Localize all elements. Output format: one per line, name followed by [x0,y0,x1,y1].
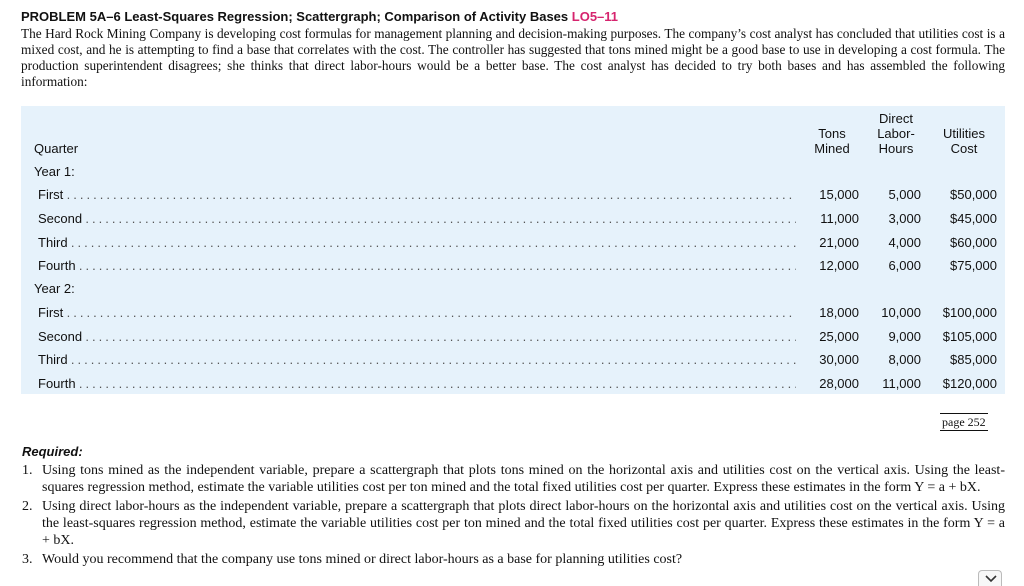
cost-value: $105,000 [942,329,997,344]
item-text: Using direct labor-hours as the independent variable, prepare a scattergraph that plots direct labor-hours on the horizontal axis and utilities cost on the vertical axis. Using the least-squares regression method, estimate the variable utilities cost per ton mined and the total fixed utilities cost per quarter. Express these estimates in the form Y = a + bX. [42,499,1005,548]
table-row [21,257,1005,275]
header-dlh-line2: Labor- [877,126,915,141]
tons-value: 30,000 [819,352,859,367]
header-tons-line2: Mined [814,141,850,156]
page-reference: page 252 [942,415,986,429]
table-row [21,186,1005,204]
problem-intro: The Hard Rock Mining Company is developing cost formulas for management planning and decision-making purposes. The company’s cost analyst has concluded that utilities cost is a mixed cost, and he is attempting to find a base that correlates with the cost. The controller has suggested that tons mined might be a good base to use in developing a cost formula. The production superintendent disagrees; she thinks that direct labor-hours would be a better base. The cost analyst has decided to try both bases and has assembled the following information: [21,26,1005,89]
header-util-line1: Utilities [943,126,985,141]
cost-value: $120,000 [942,376,997,391]
dlh-value: 3,000 [888,211,921,226]
tons-value: 18,000 [819,305,859,320]
tons-value: 11,000 [820,211,859,226]
quarter-label: Fourth . . . [38,257,796,275]
tons-value: 28,000 [819,376,859,391]
table-row [21,210,1005,228]
item-text: Would you recommend that the company use tons mined or direct labor-hours as a base for planning utilities cost? [42,552,683,567]
tons-value: 15,000 [819,187,859,202]
item-number: 3. [22,552,33,567]
table-row [21,304,1005,322]
cost-value: $50,000 [950,187,997,202]
chevron-down-icon [985,575,997,583]
table-row [21,234,1005,252]
data-table [21,106,1005,394]
dlh-value: 4,000 [888,235,921,250]
required-heading: Required: [22,444,83,459]
table-row [21,351,1005,369]
problem-block [21,9,1005,90]
dlh-value: 11,000 [882,376,921,391]
tons-value: 12,000 [819,258,859,273]
header-util-line2: Cost [950,141,978,156]
dlh-value: 5,000 [888,187,921,202]
header-dlh-line1: Direct [879,111,913,126]
item-text: Using tons mined as the independent variable, prepare a scattergraph that plots tons mined on the horizontal axis and utilities cost on the vertical axis. Using the least-squares regression method, estimate the variable utilities cost per ton mined and the total fixed utilities cost per quarter. Express these estimates in the form Y = a + bX. [42,463,1005,495]
header-quarter: Quarter [34,141,79,156]
quarter-label: Third . . . [38,351,796,369]
cost-value: $85,000 [950,352,997,367]
dlh-value: 9,000 [888,329,921,344]
header-tons-mined [813,126,851,156]
year-label: Year 1: [34,164,75,179]
dlh-value: 6,000 [888,258,921,273]
cost-value: $100,000 [942,305,997,320]
list-item [22,551,1005,568]
quarter-label: Fourth . . . [38,375,796,393]
quarter-label: Second . . . [38,210,796,228]
tons-value: 21,000 [819,235,859,250]
learning-objective-link[interactable]: LO5–11 [571,9,619,24]
list-item [22,462,1005,496]
item-number: 2. [22,499,33,514]
table-row [21,375,1005,393]
header-tons-line1: Tons [818,126,846,141]
problem-heading [21,9,1005,25]
quarter-label: First . . . [38,304,796,322]
year-label: Year 2: [34,281,75,296]
cost-value: $75,000 [950,258,997,273]
item-number: 1. [22,463,33,478]
required-list [22,462,1005,570]
cost-value: $60,000 [950,235,997,250]
quarter-label: Third . . . [38,234,796,252]
problem-number: PROBLEM 5A–6 [21,9,121,24]
header-dlh-line3: Hours [878,141,914,156]
dlh-value: 10,000 [881,305,921,320]
scroll-down-button[interactable] [978,570,1002,586]
header-direct-labor-hours [873,111,919,156]
tons-value: 25,000 [819,329,859,344]
header-utilities-cost [933,126,995,156]
list-item [22,498,1005,549]
cost-value: $45,000 [950,211,997,226]
dlh-value: 8,000 [888,352,921,367]
table-row [21,328,1005,346]
problem-title: Least-Squares Regression; Scattergraph; Comparison of Activity Bases [124,9,569,24]
quarter-label: First . . . [38,186,796,204]
quarter-label: Second . . . [38,328,796,346]
